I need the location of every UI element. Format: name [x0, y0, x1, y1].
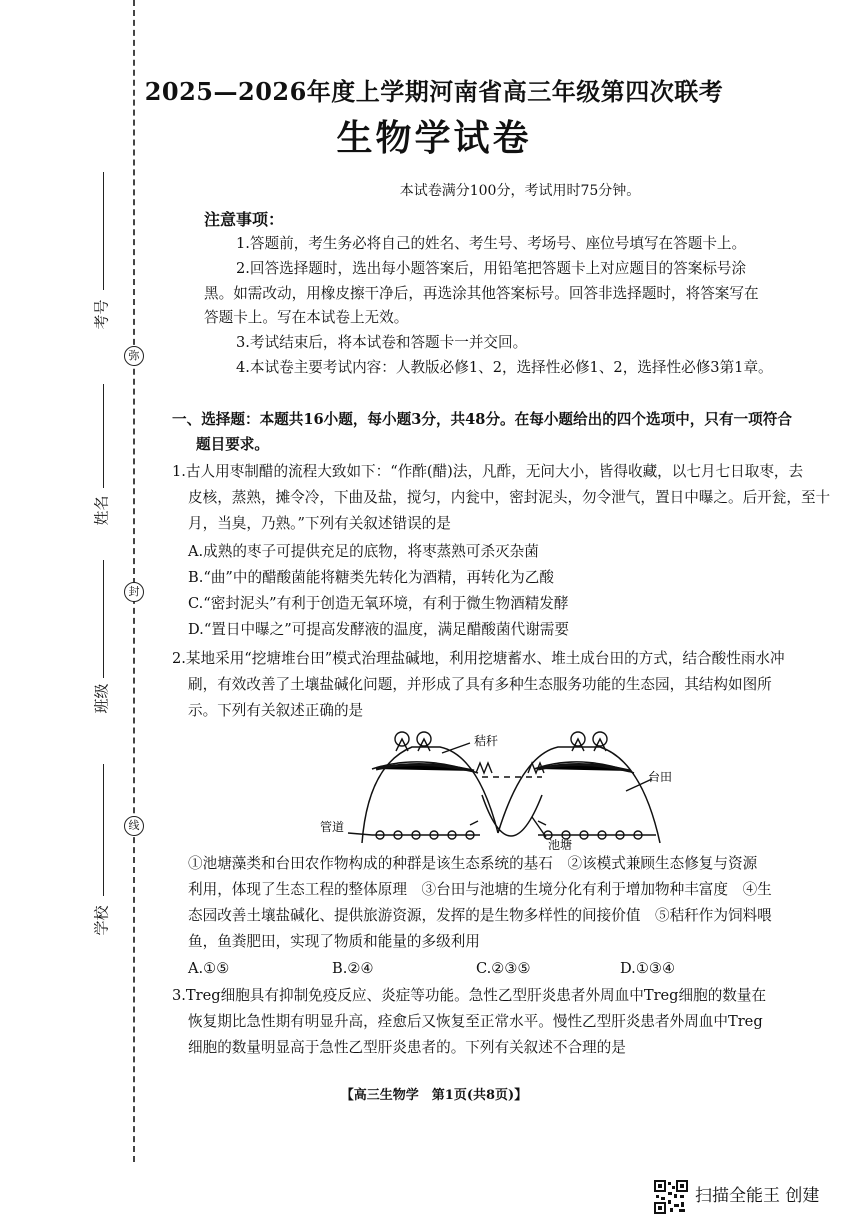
subject-title: 生物学试卷 [336, 117, 532, 159]
q2-stem-line1: 2.某地采用“挖塘堆台田”模式治理盐碱地，利用挖塘蓄水、堆土成台田的方式，结合酸性雨水冲 [172, 650, 785, 667]
notice-item-3: 3.考试结束后，将本试卷和答题卡一并交回。 [236, 334, 528, 351]
scanner-watermark: 扫描全能王 创建 [695, 1186, 820, 1206]
school-line[interactable] [103, 764, 104, 896]
exam-meta: 本试卷满分100分，考试用时75分钟。 [399, 183, 641, 199]
q1-option-b: B.“曲”中的醋酸菌能将糖类先转化为酒精，再转化为乙酸 [188, 569, 554, 586]
q3-stem-line2: 恢复期比急性期有明显升高，痊愈后又恢复至正常水平。慢性乙型肝炎患者外周血中Treg [188, 1013, 763, 1030]
q1-option-d: D.“置日中曝之”可提高发酵液的温度，满足醋酸菌代谢需要 [188, 621, 569, 638]
q2-statement-line3: 态园改善土壤盐碱化、提供旅游资源，发挥的是生物多样性的间接价值 ⑤秸秆作为饲料喂 [188, 907, 772, 924]
q2-option-d: D.①③④ [620, 960, 676, 977]
notice-item-1: 1.答题前，考生务必将自己的姓名、考生号、考场号、座位号填写在答题卡上。 [236, 235, 747, 252]
name-label: 姓名 [92, 495, 111, 526]
name-line[interactable] [103, 384, 104, 488]
notice-item-2-end: 答题卡上。写在本试卷上无效。 [204, 309, 409, 326]
label-straw: 秸秆 [474, 734, 499, 748]
label-pipe: 管道 [320, 820, 345, 834]
seal-mark-xian: 线 [124, 816, 144, 836]
q2-statement-line1: ①池塘藻类和台田农作物构成的种群是该生态系统的基石 ②该模式兼顾生态修复与资源 [188, 855, 758, 872]
school-label: 学校 [92, 905, 111, 936]
notice-item-2-cont: 黑。如需改动，用橡皮擦干净后，再选涂其他答案标号。回答非选择题时，将答案写在 [204, 285, 759, 302]
exam-title: 2025—2026年度上学期河南省高三年级第四次联考 [144, 77, 724, 106]
q3-stem-line1: 3.Treg细胞具有抑制免疫反应、炎症等功能。急性乙型肝炎患者外周血中Treg细胞的数量在 [172, 987, 767, 1004]
ecosystem-diagram [310, 725, 690, 850]
page-footer: 【高三生物学 第1页(共8页)】 [340, 1088, 528, 1103]
q1-stem-line1: 1.古人用枣制醋的流程大致如下：“作酢(醋)法，凡酢，无问大小，皆得收藏，以七月七日取枣，去 [172, 463, 804, 480]
pond-outline [482, 795, 542, 836]
q1-option-a: A.成熟的枣子可提供充足的底物，将枣蒸熟可杀灭杂菌 [188, 543, 539, 560]
q2-option-b: B.②④ [332, 960, 374, 977]
section-heading: 一、选择题：本题共16小题，每小题3分，共48分。在每小题给出的四个选项中，只有一项符合 [172, 411, 792, 428]
q2-statement-line2: 利用，体现了生态工程的整体原理 ③台田与池塘的生境分化有利于增加物种丰富度 ④生 [188, 881, 772, 898]
label-field: 台田 [648, 770, 673, 784]
section-heading-cont: 题目要求。 [196, 436, 269, 453]
class-label: 班级 [92, 683, 111, 714]
q3-stem-line3: 细胞的数量明显高于急性乙型肝炎患者的。下列有关叙述不合理的是 [188, 1039, 626, 1056]
q1-option-c: C.“密封泥头”有利于创造无氧环境，有利于微生物酒精发酵 [188, 595, 569, 612]
q2-option-c: C.②③⑤ [476, 960, 531, 977]
q2-stem-line2: 刷，有效改善了土壤盐碱化问题，并形成了具有多种生态服务功能的生态园，其结构如图所 [188, 676, 772, 693]
notice-heading: 注意事项： [204, 210, 285, 229]
q1-stem-line2: 皮核，蒸熟，摊令冷，下曲及盐，搅匀，内瓮中，密封泥头，勿令泄气，置日中曝之。后开瓮，至十 [188, 489, 831, 506]
label-pond: 池塘 [548, 838, 573, 850]
q2-statement-line4: 鱼，鱼粪肥田，实现了物质和能量的多级利用 [188, 933, 480, 950]
class-line[interactable] [103, 560, 104, 678]
notice-item-4: 4.本试卷主要考试内容：人教版必修1、2，选择性必修1、2，选择性必修3第1章。 [236, 359, 773, 376]
notice-item-2: 2.回答选择题时，选出每小题答案后，用铅笔把答题卡上对应题目的答案标号涂 [236, 260, 747, 277]
left-field-outline [362, 747, 498, 843]
exam-number-label: 考号 [92, 299, 111, 330]
binding-dashed-line [133, 0, 135, 1162]
seal-mark-mi: 弥 [124, 346, 144, 366]
seal-mark-feng: 封 [124, 582, 144, 602]
q1-stem-line3: 月，当臭，乃熟。”下列有关叙述错误的是 [188, 515, 451, 532]
q2-option-a: A.①⑤ [188, 960, 230, 977]
qr-code-icon [654, 1180, 688, 1214]
q2-stem-line3: 示。下列有关叙述正确的是 [188, 702, 364, 719]
